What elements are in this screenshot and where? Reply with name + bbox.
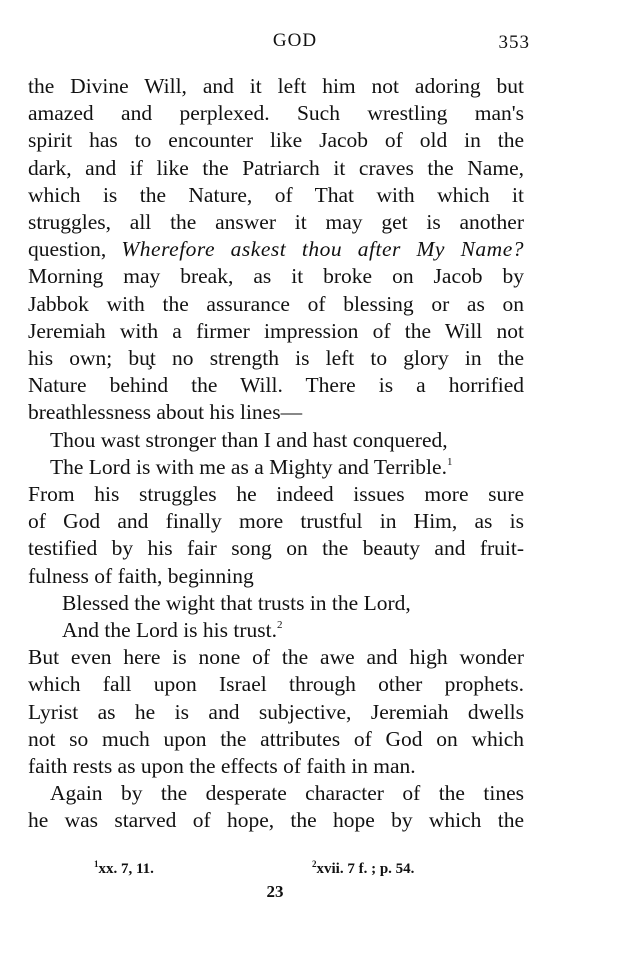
- signature-mark: 23: [266, 882, 284, 901]
- text-line: amazed and perplexed. Such wrestling man's: [28, 101, 524, 126]
- page-number: 353: [498, 32, 530, 53]
- text-line: faith rests as upon the effects of faith in man.: [28, 754, 416, 779]
- text-line: fulness of faith, beginning: [28, 563, 254, 588]
- text-line: Lyrist as he is and subjective, Jeremiah dwells: [28, 699, 524, 724]
- text-line: Again by the desperate character of the tines: [50, 781, 524, 806]
- text-line: From his struggles he indeed issues more sure: [28, 482, 524, 507]
- text-line: of God and finally more trustful in Him, as is: [28, 509, 524, 534]
- text-fragment: question,: [28, 237, 107, 262]
- text-line: dark, and if like the Patriarch it craves the Name,: [28, 155, 524, 180]
- verse-line: Thou wast stronger than I and hast conquered,: [50, 427, 448, 452]
- footnote-ref: 2: [277, 619, 283, 632]
- verse-text: And the Lord is his trust.: [62, 618, 277, 643]
- text-line: which fall upon Israel through other prophets.: [28, 672, 524, 697]
- running-head-title: GOD: [272, 30, 318, 51]
- verse-line: Blessed the wight that trusts in the Lord,: [62, 590, 411, 615]
- body-text: [28, 73, 524, 835]
- text-line: Jabbok with the assurance of blessing or as on: [28, 291, 524, 316]
- text-line-with-quote: [28, 236, 524, 263]
- verse-line: [28, 454, 524, 481]
- text-line: which is the Nature, of That with which it: [28, 182, 524, 207]
- footnote-mark: 2: [312, 859, 317, 869]
- text-line: Morning may break, as it broke on Jacob by: [28, 264, 524, 289]
- footnote-mark: 1: [94, 859, 99, 869]
- text-line: his own; bu̧t no strength is left to glory in the: [28, 346, 524, 371]
- text-line: spirit has to encounter like Jacob of old in the: [28, 128, 524, 153]
- text-line: But even here is none of the awe and high wonder: [28, 645, 524, 670]
- text-line: Nature behind the Will. There is a horrified: [28, 373, 524, 398]
- text-line: struggles, all the answer it may get is another: [28, 210, 524, 235]
- verse-line: [28, 617, 524, 644]
- text-line: not so much upon the attributes of God on which: [28, 726, 524, 751]
- text-line: testified by his fair song on the beauty and fruit-: [28, 536, 524, 561]
- verse-text: The Lord is with me as a Mighty and Terrible.: [50, 454, 447, 479]
- text-line: Jeremiah with a firmer impression of the Will not: [28, 318, 524, 343]
- text-line: breathlessness about his lines—: [28, 400, 303, 425]
- italic-quotation: Wherefore askest thou after My Name?: [121, 237, 525, 262]
- footnote-ref: 1: [446, 455, 453, 468]
- text-line: he was starved of hope, the hope by which the: [28, 808, 524, 833]
- text-line: the Divine Will, and it left him not adoring but: [28, 74, 524, 98]
- footnote-2: [312, 861, 414, 878]
- footnote-text: xx. 7, 11.: [98, 861, 154, 877]
- footnote-text: xvii. 7 f. ; p. 54.: [316, 861, 415, 877]
- footnote-1: [94, 861, 154, 878]
